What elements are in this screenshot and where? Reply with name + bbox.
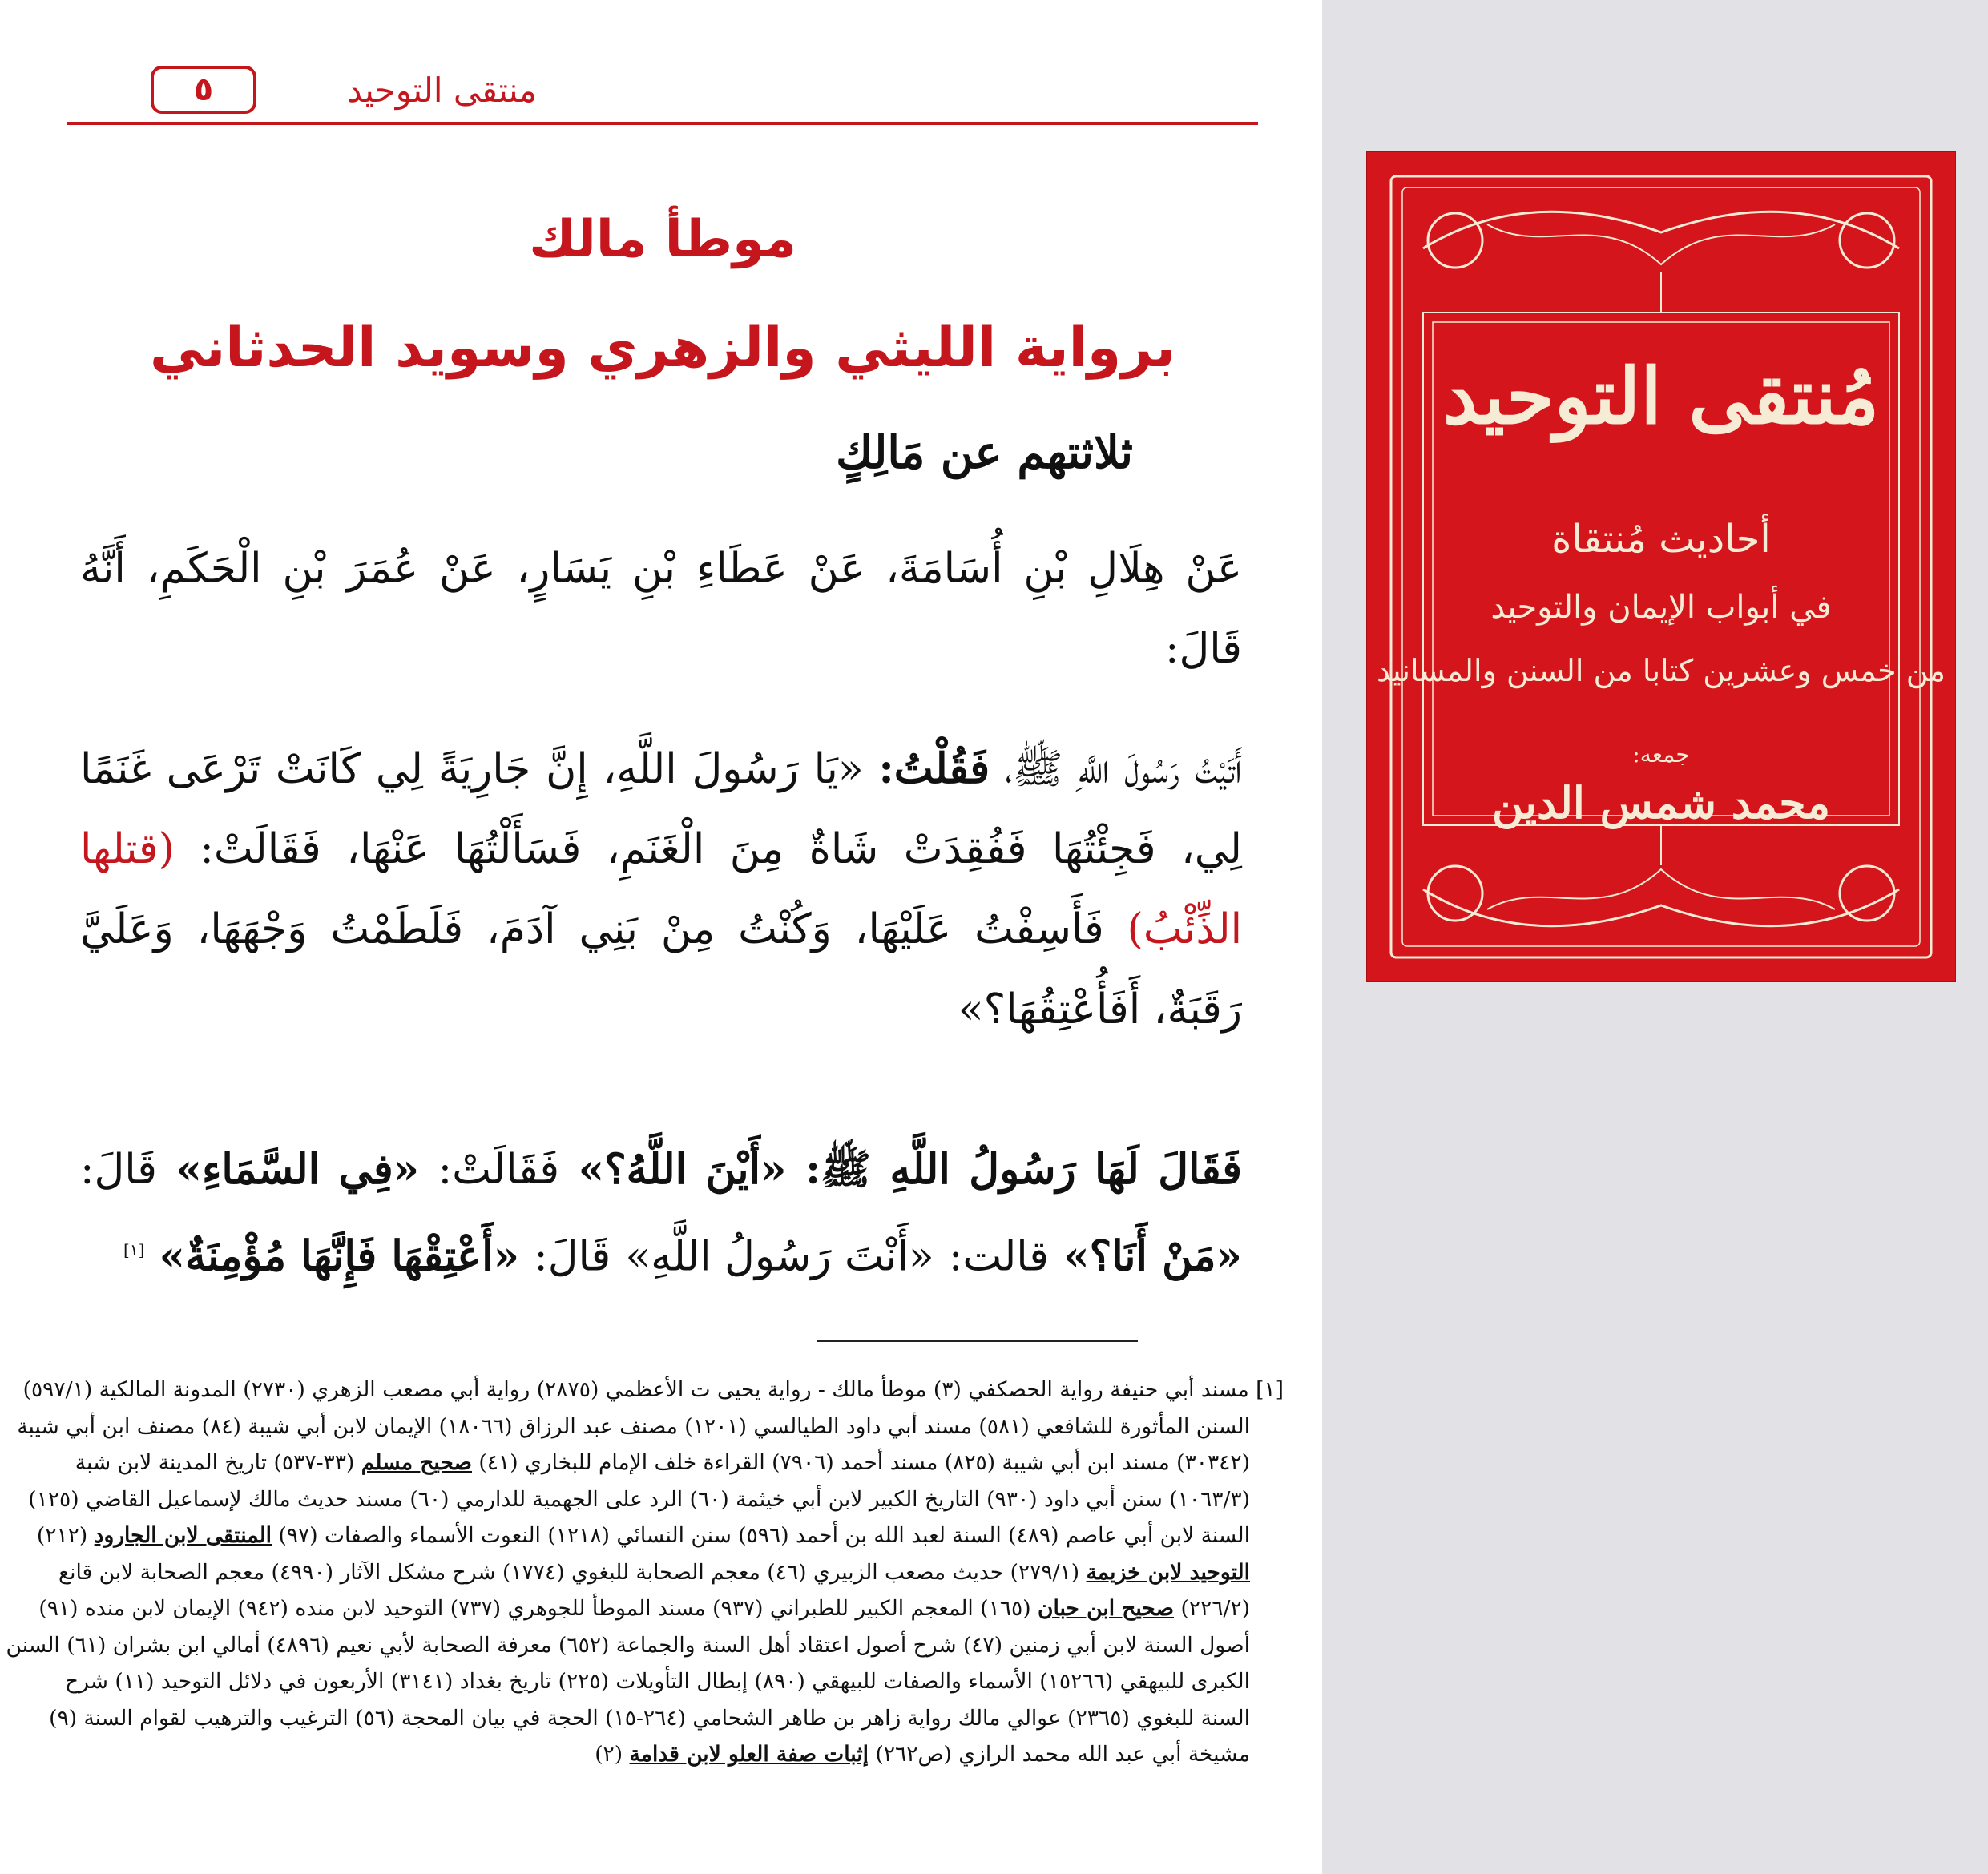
- p3-j: «أَعْتِقْهَا فَإِنَّهَا مُؤْمِنَةٌ»: [159, 1231, 520, 1281]
- cover-author: محمد شمس الدين: [1491, 777, 1831, 828]
- footnote-line: مشيخة أبي عبد الله محمد الرازي (ص٢٦٢) إثبات صفة العلو لابن قدامة (٢): [595, 1742, 1250, 1767]
- paragraph-3: [80, 1130, 1242, 1296]
- p3-b: «أَيْنَ اللَّهُ؟»: [578, 1145, 787, 1194]
- footnote-ref[interactable]: [١]: [123, 1240, 145, 1259]
- paragraph-1: عَنْ هِلَالِ بْنِ أُسَامَةَ، عَنْ عَطَاءِ بْنِ يَسَارٍ، عَنْ عُمَرَ بْنِ الْحَكَمِ، أَنَّهُ قَالَ:: [80, 545, 1242, 673]
- cover-title: مُنتقى التوحيد: [1442, 351, 1880, 441]
- footnotes: [6, 1372, 1284, 1773]
- footnote-line: الكبرى للبيهقي (١٥٢٦٦) الأسماء والصفات للبيهقي (٨٩٠) إبطال التأويلات (٢٢٥) تاريخ بغداد (٣١٤١) الأربعون في دلائل التوحيد (١١) شرح: [65, 1669, 1250, 1694]
- p3-e: قَالَ:: [80, 1146, 158, 1194]
- running-title: منتقى التوحيد: [347, 71, 537, 110]
- p2-c: «يَا رَسُولَ اللَّهِ، إِنَّ جَارِيَةً لِي كَانَتْ تَرْعَى غَنَمًا لِي، فَجِئْتُهَا فَفُقِدَتْ شَاةٌ مِنَ الْغَنَمِ، فَسَأَلْتُهَا عَنْهَا، فَقَالَتْ:: [80, 745, 1242, 873]
- p2-d: (قتلها الذِّئْبُ): [80, 825, 1243, 953]
- p3-f: «مَنْ أَنَا؟»: [1063, 1231, 1242, 1281]
- footnote-line: (١٠٦٣/٣) سنن أبي داود (٩٣٠) التاريخ الكبير لابن أبي خيثمة (٦٠) الرد على الجهمية للدارمي (٦٠) مسند حديث مالك لإسماعيل القاضي (١٢٥): [28, 1486, 1250, 1512]
- footnote-line: السنة لابن أبي عاصم (٤٨٩) السنة لعبد الله بن أحمد (٥٩٦) سنن النسائي (١٢١٨) النعوت الأسماء والصفات (٩٧) المنتقى لابن الجارود (٢١٢): [36, 1523, 1250, 1548]
- paragraph-2: [80, 729, 1242, 1050]
- title-line-1: موطأ مالك: [529, 210, 796, 269]
- p3-i: قَالَ:: [534, 1232, 611, 1281]
- subtitle: ثلاثتهم عن مَالِكٍ: [836, 426, 1133, 479]
- header-rule: [67, 122, 1258, 125]
- cover-ornament-frame: [1367, 152, 1955, 981]
- cover-compiled-by: جمعه:: [1632, 741, 1690, 768]
- p3-c: فَقَالَتْ:: [438, 1146, 560, 1194]
- cover-subtitle-2: في أبواب الإيمان والتوحيد: [1490, 589, 1832, 626]
- p3-g: قالت:: [948, 1232, 1049, 1281]
- p3-d: «فِي السَّمَاءِ»: [175, 1145, 420, 1194]
- footnote-line: السنن المأثورة للشافعي (٥٨١) مسند أبي داود الطيالسي (١٢٠١) مصنف عبد الرزاق (١٨٠٦٦) الإيمان لابن أبي شيبة (٨٤) مصنف ابن أبي شيبة: [17, 1413, 1250, 1439]
- p2-b: فَقُلْتُ:: [878, 744, 990, 793]
- footnote-line: التوحيد لابن خزيمة (٢٧٩/١) حديث مصعب الزبيري (٤٦) معجم الصحابة للبغوي (١٧٧٤) شرح مشكل الآثار (٤٩٩٠) معجم الصحابة لابن قانع: [58, 1559, 1250, 1585]
- footnote-line: (٣٠٣٤٢) مسند ابن أبي شيبة (٨٢٥) مسند أحمد (٧٩٠٦) القراءة خلف الإمام للبخاري (٤١) صحيح مسلم (٣٣-٥٣٧) تاريخ المدينة لابن شبة: [75, 1450, 1250, 1475]
- cover-subtitle-3: من خمس وعشرين كتابا من السنن والمسانيد: [1377, 653, 1946, 688]
- p3-h: «أَنْتَ رَسُولُ اللَّهِ»: [625, 1232, 934, 1281]
- p3-a: فَقَالَ لَهَا رَسُولُ اللَّهِ ﷺ:: [804, 1145, 1242, 1194]
- footnote-line: (٢٢٦/٢) صحيح ابن حبان (١٦٥) المعجم الكبير للطبراني (٩٣٧) مسند الموطأ للجوهري (٧٣٧) التوحيد لابن منده (٩٤٢) الإيمان لابن منده (٩١): [38, 1596, 1250, 1621]
- footnote-line: السنة للبغوي (٢٣٦٥) عوالي مالك رواية زاهر بن طاهر الشحامي (٢٦٤-١٥) الحجة في بيان المحجة (٥٦) الترغيب والترهيب لقوام السنة (٩): [49, 1705, 1250, 1731]
- p2-e: فَأَسِفْتُ عَلَيْهَا، وَكُنْتُ مِنْ بَنِي آدَمَ، فَلَطَمْتُ وَجْهَهَا، وَعَلَيَّ رَقَبَةٌ، أَفَأُعْتِقُهَا؟»: [80, 905, 1242, 1034]
- book-cover-image: [1367, 152, 1955, 981]
- page-number: ٥: [193, 71, 214, 108]
- title-line-2: برواية الليثي والزهري وسويد الحدثاني: [149, 316, 1176, 380]
- footnote-line: [١] مسند أبي حنيفة رواية الحصكفي (٣) موطأ مالك - رواية يحيى ت الأعظمي (٢٨٧٥) رواية أبي مصعب الزهري (٢٧٣٠) المدونة المالكية (٥٩٧/١): [22, 1377, 1284, 1402]
- p2-a: أَتَيْتُ رَسُولَ اللَّهِ ﷺ،: [1004, 745, 1242, 793]
- footnote-rule: [817, 1340, 1138, 1342]
- cover-subtitle-1: أحاديث مُنتقاة: [1551, 517, 1771, 562]
- page-number-box: [151, 66, 256, 114]
- footnote-line: أصول السنة لابن أبي زمنين (٤٧) شرح أصول اعتقاد أهل السنة والجماعة (٦٥٢) معرفة الصحابة لأبي نعيم (٤٨٩٦) أمالي ابن بشران (٦١) السنن: [6, 1632, 1250, 1658]
